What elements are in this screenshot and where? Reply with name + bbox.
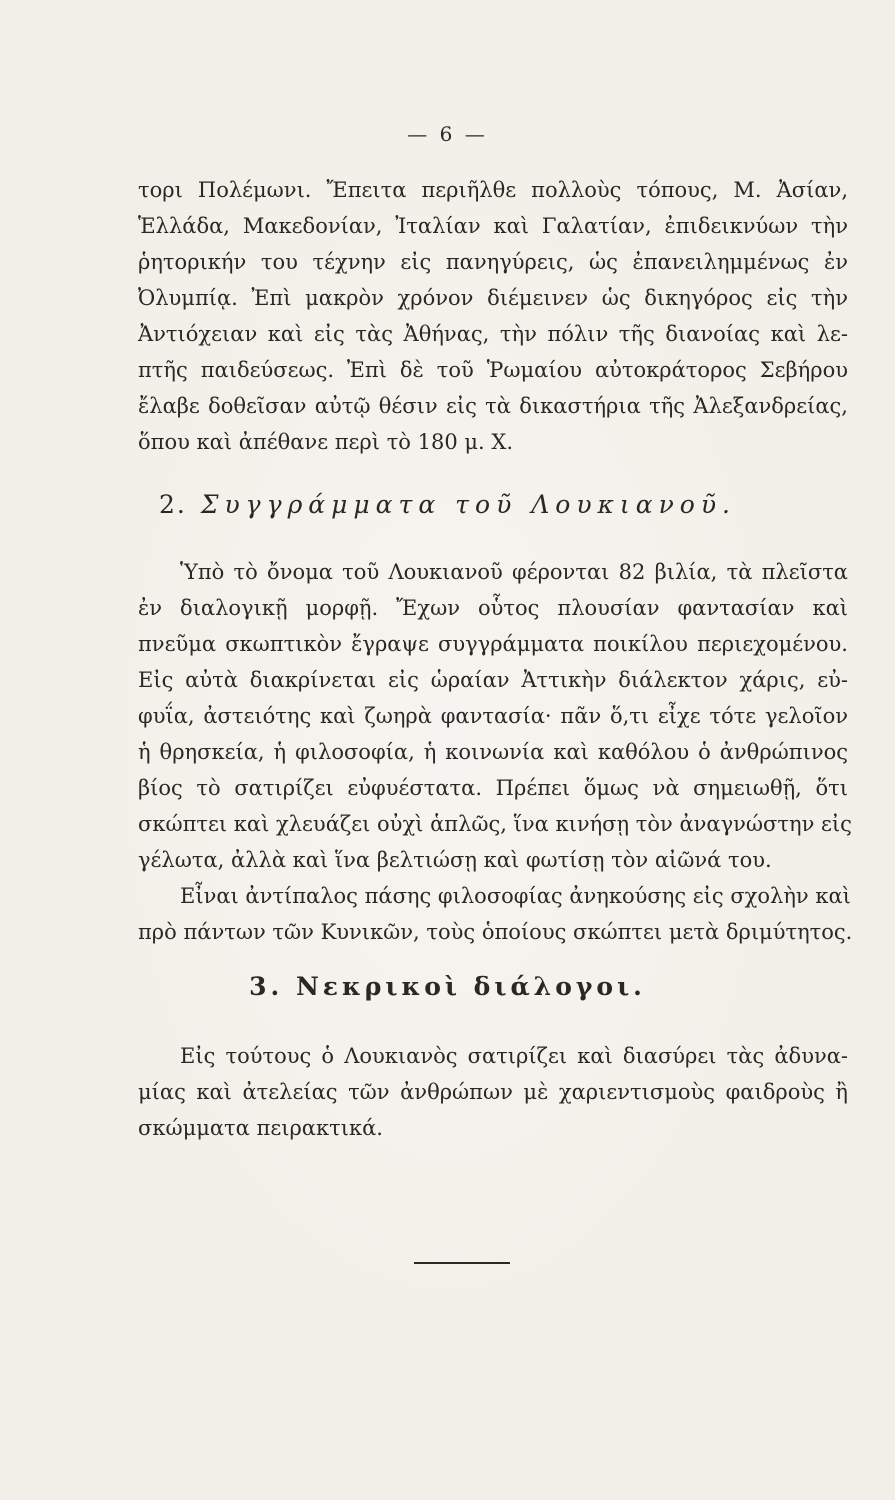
section-3-title: Νεκρικοὶ διάλογοι. — [295, 972, 646, 1001]
section-3-paragraph — [138, 1038, 848, 1146]
text-line: πρὸ πάντων τῶν Κυνικῶν, τοὺς ὁποίους σκώπτει μετὰ δριμύτητος. — [138, 920, 853, 944]
section-3-number: 3. — [249, 972, 284, 1001]
text-line: Ὑπὸ τὸ ὄνομα τοῦ Λουκιανοῦ φέρονται 82 βιλία, τὰ πλεῖστα — [180, 560, 848, 584]
section-divider-rule — [414, 1262, 510, 1264]
text-line: μίας καὶ ἀτελείας τῶν ἀνθρώπων μὲ χαριεντισμοὺς φαιδροὺς ἢ — [138, 1080, 848, 1104]
text-line: τορι Πολέμωνι. Ἔπειτα περιῆλθε πολλοὺς τόπους, Μ. Ἀσίαν, — [138, 178, 848, 202]
text-line: Εἰς αὐτὰ διακρίνεται εἰς ὡραίαν Ἀττικὴν διάλεκτον χάρις, εὐ- — [138, 668, 848, 692]
section-2-heading — [0, 490, 895, 519]
text-line: ἡ θρησκεία, ἡ φιλοσοφία, ἡ κοινωνία καὶ καθόλου ὁ ἀνθρώπινος — [138, 740, 848, 764]
section-2-title: Συγγράμματα τοῦ Λουκιανοῦ. — [200, 490, 736, 519]
intro-paragraph — [138, 172, 848, 460]
text-line: γέλωτα, ἀλλὰ καὶ ἵνα βελτιώσῃ καὶ φωτίσῃ τὸν αἰῶνά του. — [138, 848, 772, 872]
text-line: ὅπου καὶ ἀπέθανε περὶ τὸ 180 μ. Χ. — [138, 430, 514, 454]
text-line: πτῆς παιδεύσεως. Ἐπὶ δὲ τοῦ Ῥωμαίου αὐτοκράτορος Σεβήρου — [138, 358, 848, 382]
text-line: σκώπτει καὶ χλευάζει οὐχὶ ἁπλῶς, ἵνα κινήσῃ τὸν ἀναγνώστην εἰς — [138, 812, 852, 836]
text-line: ἔλαβε δοθεῖσαν αὐτῷ θέσιν εἰς τὰ δικαστήρια τῆς Ἀλεξανδρείας, — [138, 394, 848, 418]
text-line: πνεῦμα σκωπτικὸν ἔγραψε συγγράμματα ποικίλου περιεχομένου. — [138, 632, 848, 656]
text-line: ῥητορικήν του τέχνην εἰς πανηγύρεις, ὡς ἐπανειλημμένως ἐν — [138, 250, 848, 274]
text-line: φυΐα, ἀστειότης καὶ ζωηρὰ φαντασία· πᾶν ὅ,τι εἶχε τότε γελοῖον — [138, 704, 848, 728]
text-line: σκώμματα πειρακτικά. — [138, 1116, 383, 1140]
text-line: Εἶναι ἀντίπαλος πάσης φιλοσοφίας ἀνηκούσης εἰς σχολὴν καὶ — [180, 884, 851, 908]
text-line: Εἰς τούτους ὁ Λουκιανὸς σατιρίζει καὶ διασύρει τὰς ἀδυνα- — [180, 1044, 848, 1068]
text-line: Ἀντιόχειαν καὶ εἰς τὰς Ἀθήνας, τὴν πόλιν τῆς διανοίας καὶ λε- — [138, 322, 848, 346]
text-line: Ὀλυμπίᾳ. Ἐπὶ μακρὸν χρόνον διέμεινεν ὡς δικηγόρος εἰς τὴν — [138, 286, 848, 310]
text-line: βίος τὸ σατιρίζει εὐφυέστατα. Πρέπει ὅμως νὰ σημειωθῇ, ὅτι — [138, 776, 848, 800]
text-line: ἐν διαλογικῇ μορφῇ. Ἔχων οὗτος πλουσίαν φαντασίαν καὶ — [138, 596, 848, 620]
section-3-heading — [0, 972, 895, 1001]
page-number: — 6 — — [407, 122, 488, 146]
text-line: Ἑλλάδα, Μακεδονίαν, Ἰταλίαν καὶ Γαλατίαν, ἐπιδεικνύων τὴν — [138, 214, 848, 238]
section-2-paragraph — [138, 554, 853, 950]
section-2-number: 2. — [159, 490, 187, 519]
